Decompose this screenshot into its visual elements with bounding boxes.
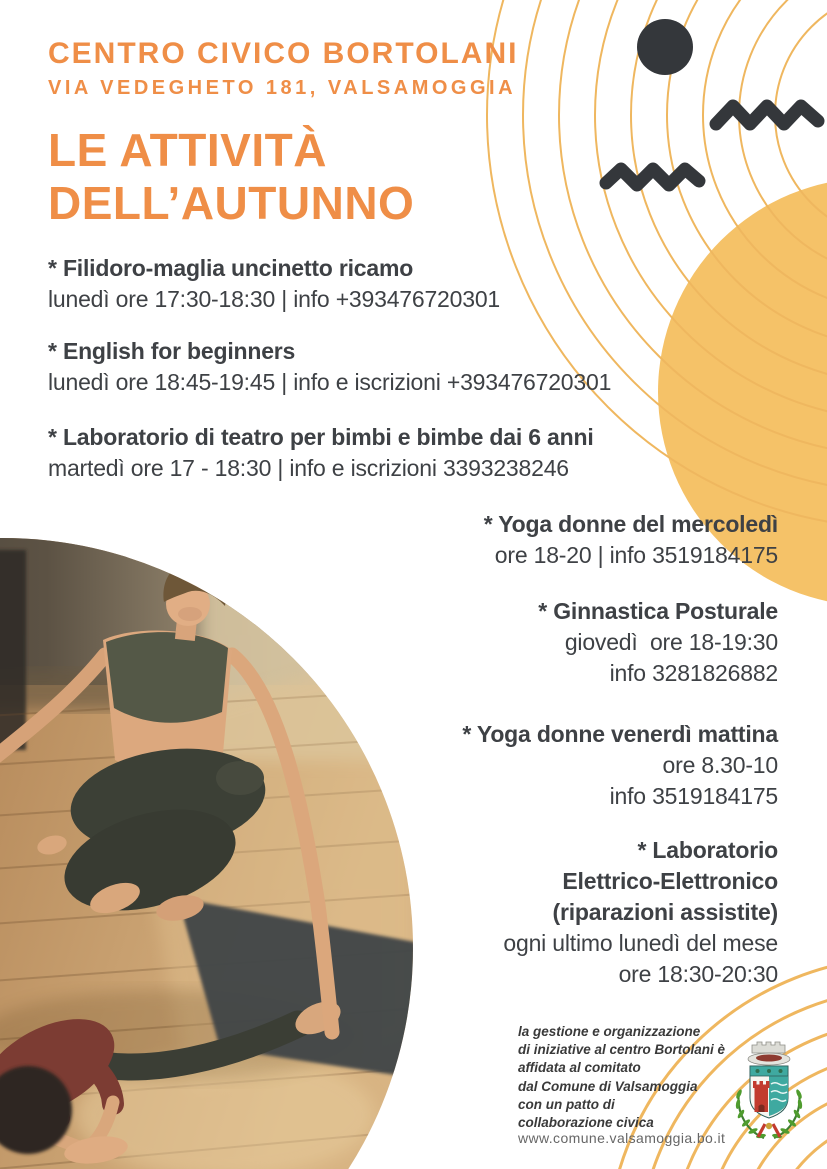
credit-line: dal Comune di Valsamoggia bbox=[518, 1078, 698, 1094]
activity-title: * Laboratorio di teatro per bimbi e bimbe dai 6 anni bbox=[48, 424, 594, 450]
activity-detail: martedì ore 17 - 18:30 | info e iscrizioni 3393238246 bbox=[48, 455, 569, 481]
activity-title: * Yoga donne del mercoledì bbox=[483, 511, 778, 537]
yoga-photo-circle bbox=[0, 535, 420, 1169]
credit-line: affidata al comitato bbox=[518, 1060, 641, 1076]
venue-address: VIA VEDEGHETO 181, VALSAMOGGIA bbox=[48, 77, 517, 99]
credit-line: collaborazione civica bbox=[518, 1115, 654, 1131]
credit-line: la gestione e organizzazione bbox=[518, 1024, 701, 1039]
page-title-line2: DELL’AUTUNNO bbox=[48, 177, 415, 229]
dot-icon bbox=[637, 19, 693, 75]
activity-detail: ore 8.30-10 bbox=[662, 752, 778, 778]
page-title bbox=[48, 124, 414, 230]
activity-detail: info 3281826882 bbox=[609, 660, 778, 686]
activity-item-laboratorio-elettrico bbox=[503, 835, 778, 990]
activity-item-yoga-venerdi bbox=[462, 719, 778, 812]
activity-detail: info 3519184175 bbox=[609, 783, 778, 809]
activity-title: (riparazioni assistite) bbox=[552, 899, 778, 925]
activity-title: * Ginnastica Posturale bbox=[538, 598, 778, 624]
credits-note bbox=[518, 1023, 788, 1132]
activity-detail: ore 18:30-20:30 bbox=[618, 961, 778, 987]
page-title-line1: LE ATTIVITÀ bbox=[48, 124, 327, 176]
activity-title: Elettrico-Elettronico bbox=[562, 868, 778, 894]
credit-line: con un patto di bbox=[518, 1096, 615, 1112]
activity-detail: lunedì ore 18:45-19:45 | info e iscrizioni +393476720301 bbox=[48, 369, 612, 395]
activity-item-filidoro bbox=[48, 253, 500, 315]
activity-detail: ogni ultimo lunedì del mese bbox=[503, 930, 778, 956]
activity-title: * Laboratorio bbox=[637, 837, 778, 863]
credit-line: di iniziative al centro Bortolani è bbox=[518, 1042, 726, 1058]
activity-title: * Filidoro-maglia uncinetto ricamo bbox=[48, 255, 414, 281]
activity-title: * Yoga donne venerdì mattina bbox=[462, 721, 778, 747]
header bbox=[48, 36, 518, 102]
activity-item-yoga-mercoledi bbox=[484, 509, 778, 571]
activity-item-teatro bbox=[48, 422, 594, 484]
activity-detail: lunedì ore 17:30-18:30 | info +393476720301 bbox=[48, 286, 501, 312]
activity-item-english bbox=[48, 336, 611, 398]
activity-detail: ore 18-20 | info 3519184175 bbox=[494, 542, 778, 568]
activity-title: * English for beginners bbox=[48, 338, 296, 364]
activity-detail: giovedì ore 18-19:30 bbox=[564, 629, 778, 655]
activity-item-ginnastica bbox=[538, 596, 778, 689]
website-url: www.comune.valsamoggia.bo.it bbox=[518, 1130, 726, 1146]
venue-name: CENTRO CIVICO BORTOLANI bbox=[48, 37, 519, 70]
